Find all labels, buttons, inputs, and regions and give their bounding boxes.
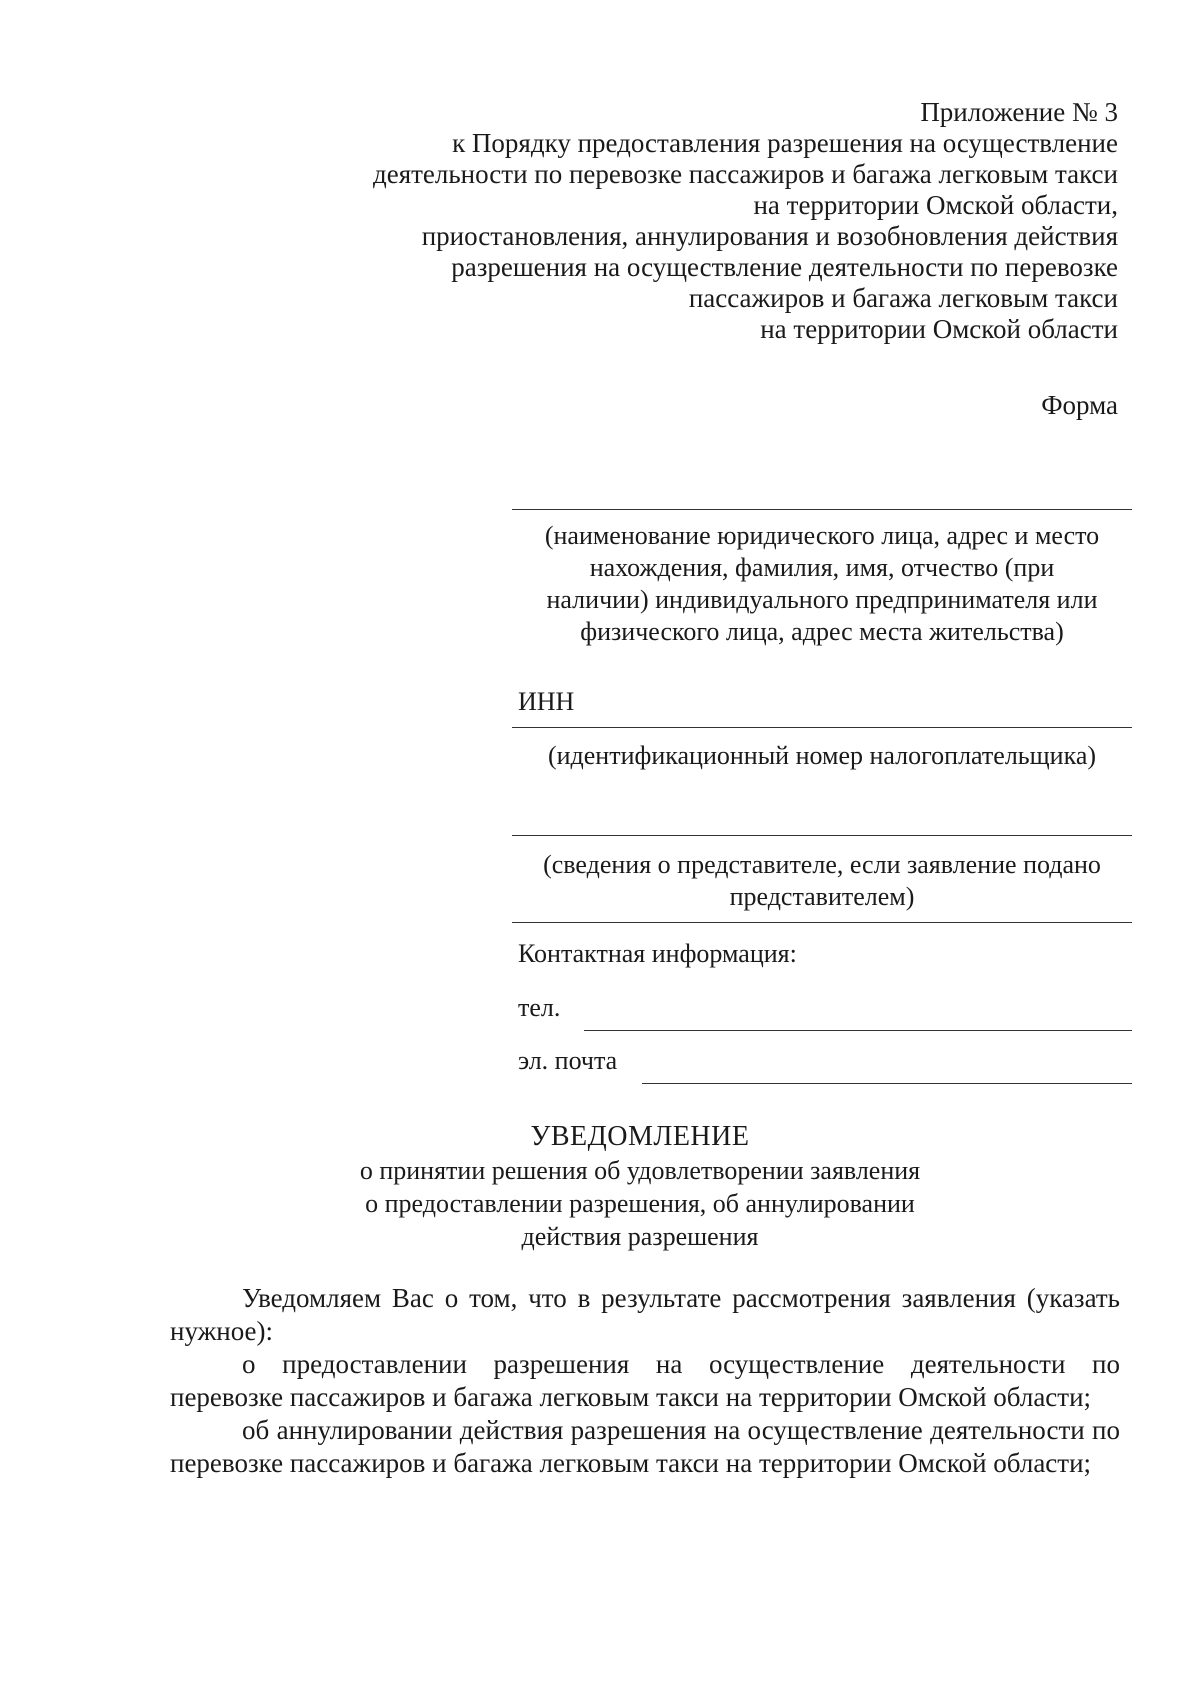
appendix-line: деятельности по перевозке пассажиров и багажа легковым такси: [372, 159, 1118, 189]
appendix-line: на территории Омской области: [760, 314, 1118, 344]
contact-label: Контактная информация:: [518, 939, 797, 968]
appendix-line: Приложение № 3: [920, 97, 1118, 127]
caption-line: наличии) индивидуального предпринимателя или: [546, 585, 1098, 614]
representative-caption: [512, 849, 1132, 913]
body-paragraph: о предоставлении разрешения на осуществление деятельности по перевозке пассажиров и багажа легковым такси на территории Омской области;: [170, 1349, 1120, 1412]
phone-label: тел.: [518, 993, 561, 1022]
appendix-line: пассажиров и багажа легковым такси: [688, 283, 1118, 313]
body-paragraph: Уведомляем Вас о том, что в результате рассмотрения заявления (указать нужное):: [170, 1283, 1120, 1346]
body-paragraph: об аннулировании действия разрешения на осуществление деятельности по перевозке пассажиров и багажа легковым такси на территории Омской области;: [170, 1415, 1120, 1478]
phone-line: [584, 1030, 1132, 1031]
caption-line: представителем): [729, 882, 915, 911]
notice-title-block: [160, 1120, 1120, 1253]
representative-line: [512, 835, 1132, 836]
form-label: Форма: [1041, 390, 1118, 420]
inn-caption: (идентификационный номер налогоплательщика): [547, 741, 1097, 770]
appendix-line: к Порядку предоставления разрешения на осуществление: [452, 128, 1118, 158]
inn-line: [512, 727, 1132, 728]
notice-subtitle-line: действия разрешения: [521, 1222, 759, 1251]
inn-label: ИНН: [518, 687, 575, 716]
notice-subtitle-line: о предоставлении разрешения, об аннулировании: [365, 1189, 915, 1218]
appendix-header: [258, 97, 1118, 345]
appendix-line: на территории Омской области,: [753, 190, 1118, 220]
caption-line: (наименование юридического лица, адрес и место: [544, 521, 1100, 550]
appendix-line: приостановления, аннулирования и возобновления действия: [421, 221, 1118, 251]
entity-name-line: [512, 509, 1132, 510]
caption-line: (сведения о представителе, если заявление подано: [543, 850, 1101, 879]
entity-name-caption: [512, 520, 1132, 648]
notice-body: [170, 1282, 1120, 1480]
email-label: эл. почта: [518, 1046, 618, 1075]
email-line: [642, 1083, 1132, 1084]
notice-subtitle-line: о принятии решения об удовлетворении заявления: [359, 1156, 921, 1185]
representative-bottom-line: [512, 922, 1132, 923]
appendix-line: разрешения на осуществление деятельности по перевозке: [451, 252, 1118, 282]
caption-line: нахождения, фамилия, имя, отчество (при: [589, 553, 1055, 582]
caption-line: физического лица, адрес места жительства): [580, 617, 1064, 646]
notice-title: УВЕДОМЛЕНИЕ: [530, 1121, 750, 1152]
